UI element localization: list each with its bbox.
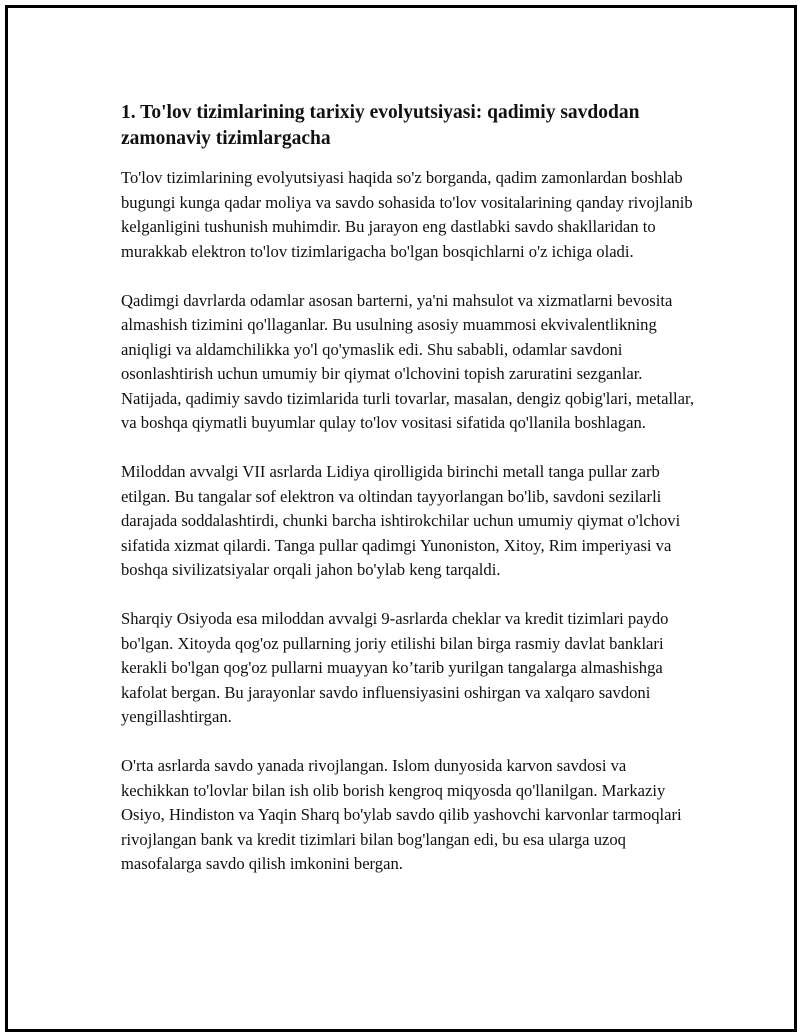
paragraph-introduction: To'lov tizimlarining evolyutsiyasi haqida so'z borganda, qadim zamonlardan boshlab bugungi kunga qadar moliya va savdo sohasida to'lov vositalarining qanday rivojlanib kelganligini tushunish muhimdir. Bu jarayon eng dastlabki savdo shakllaridan to murakkab elektron to'lov tizimlarigacha bo'lgan bosqichlarni o'z ichiga oladi. bbox=[121, 168, 693, 261]
paragraph-middle-ages-trade: O'rta asrlarda savdo yanada rivojlangan. Islom dunyosida karvon savdosi va kechikkan to'lovlar bilan ish olib borish kengroq miqyosda qo'llanilgan. Markaziy Osiyo, Hindiston va Yaqin Sharq bo'ylab savdo qilib yashovchi karvonlar tarmoqlari rivojlangan bank va kredit tizimlari bilan bog'langan edi, bu esa ularga uzoq masofalarga savdo qilish imkonini bergan. bbox=[121, 756, 682, 873]
section-title: 1. To'lov tizimlarining tarixiy evolyutsiyasi: qadimiy savdodan zamonaviy tizimlargacha bbox=[121, 102, 640, 149]
document-body bbox=[121, 100, 696, 901]
paragraph-barter: Qadimgi davrlarda odamlar asosan barterni, ya'ni mahsulot va xizmatlarni bevosita almashish tizimini qo'llaganlar. Bu usulning asosiy muammosi ekvivalentlikning aniqligi va aldamchilikka yo'l qo'ymaslik edi. Shu sababli, odamlar savdoni osonlashtirish uchun umumiy bir qiymat o'lchovini topish zaruratini sezganlar. Natijada, qadimiy savdo tizimlarida turli tovarlar, masalan, dengiz qobig'lari, metallar, va boshqa qiymatli buyumlar qulay to'lov vositasi sifatida qo'llanila boshlagan. bbox=[121, 290, 695, 432]
document-page bbox=[5, 5, 797, 1032]
paragraph-east-asia-paper-money: Sharqiy Osiyoda esa miloddan avvalgi 9-asrlarda cheklar va kredit tizimlari paydo bo'lgan. Xitoyda qog'oz pullarning joriy etilishi bilan birga rasmiy davlat banklari kerakli bo'lgan qog'oz pullarni muayyan ko’tarib yurilgan tangalarga almashishga kafolat bergan. Bu jarayonlar savdo influensiyasini oshirgan va xalqaro savdoni yengillashtirgan. bbox=[121, 609, 669, 726]
paragraph-lydian-coins: Miloddan avvalgi VII asrlarda Lidiya qirolligida birinchi metall tanga pullar zarb etilgan. Bu tangalar sof elektron va oltindan tayyorlangan bo'lib, savdoni sezilarli darajada soddalashtirdi, chunki barcha ishtirokchilar uchun umumiy qiymat o'lchovi sifatida xizmat qilardi. Tanga pullar qadimgi Yunoniston, Xitoy, Rim imperiyasi va boshqa sivilizatsiyalar orqali jahon bo'ylab keng tarqaldi. bbox=[121, 462, 681, 579]
